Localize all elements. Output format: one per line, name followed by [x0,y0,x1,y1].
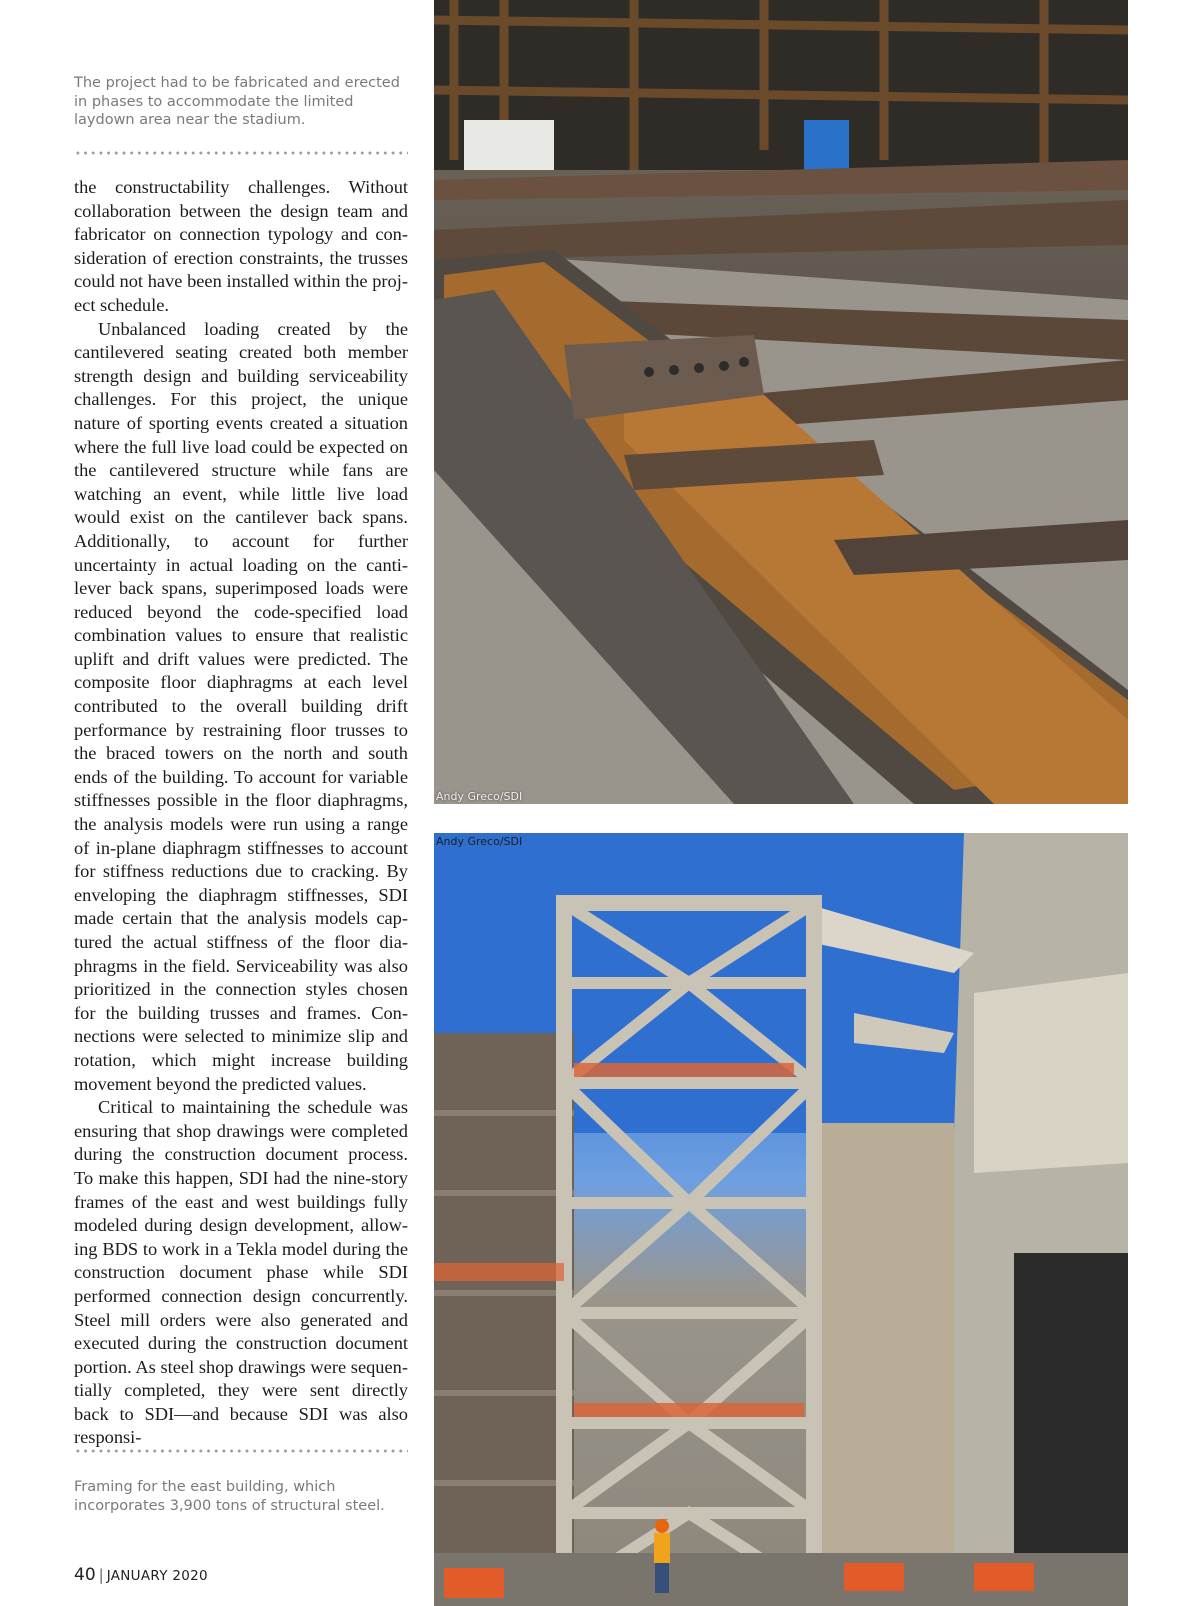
dotted-divider-top [74,151,408,155]
issue-date: JANUARY 2020 [106,1568,208,1584]
photo-caption-top: The project had to be fabricated and erected in phases to accommodate the limited laydown area near the stadium. [74,75,400,128]
page-folio [74,1565,208,1585]
east-building-illustration [434,833,1128,1606]
dotted-divider-bottom [74,1449,408,1453]
east-building-framing-photo [434,833,1128,1606]
paragraph-1: the constructability challenges. Without collaboration between the design team and fabricator on connection typology and consideration of erection constraints, the trusses could not have been installed within the project schedule. [74,177,408,315]
paragraph-3: Critical to maintaining the schedule was ensuring that shop drawings were completed during the construction document process. To make this happen, SDI had the nine-story frames of the east and west buildings fully modeled during design development, allowing BDS to work in a Tekla model during the construction document phase while SDI performed connection design concurrently. Steel mill orders were also generated and executed during the construction document portion. As steel shop drawings were sequentially completed, they were sent directly back to SDI—and because SDI was also responsi- [74,1097,408,1448]
page-number: 40 [74,1565,96,1585]
photo-credit-bottom: Andy Greco/SDI [436,835,523,848]
photo-credit-top: Andy Greco/SDI [436,790,523,803]
steel-trusses-photo [434,0,1128,804]
article-body [74,176,408,1450]
steel-trusses-illustration [434,0,1128,804]
photo-caption-bottom: Framing for the east building, which incorporates 3,900 tons of structural steel. [74,1479,385,1514]
folio-separator: | [98,1566,104,1584]
paragraph-2: Unbalanced loading created by the cantilevered seating created both member strength design and building serviceability challenges. For this project, the unique nature of sporting events created a situation where the full live load could be expected on the cantilevered structure while fans are watching an event, while little live load would exist on the cantilever back spans. Additionally, to account for further uncertainty in actual loading on the cantilever back spans, superimposed loads were reduced beyond the code-specified load combination values to ensure that realistic uplift and drift values were predicted. The composite floor diaphragms at each level contributed to the overall building drift performance by restraining floor trusses to the braced towers on the north and south ends of the building. To account for variable stiffnesses possible in the floor diaphragms, the analysis models were run using a range of in-plane diaphragm stiffnesses to account for stiffness reductions due to cracking. By enveloping the diaphragm stiffnesses, SDI made certain that the analysis models captured the actual stiffness of the floor diaphragms in the field. Serviceability was also prioritized in the connection styles chosen for the building trusses and frames. Connections were selected to minimize slip and rotation, which might increase building movement beyond the predicted values. [74,318,408,1094]
